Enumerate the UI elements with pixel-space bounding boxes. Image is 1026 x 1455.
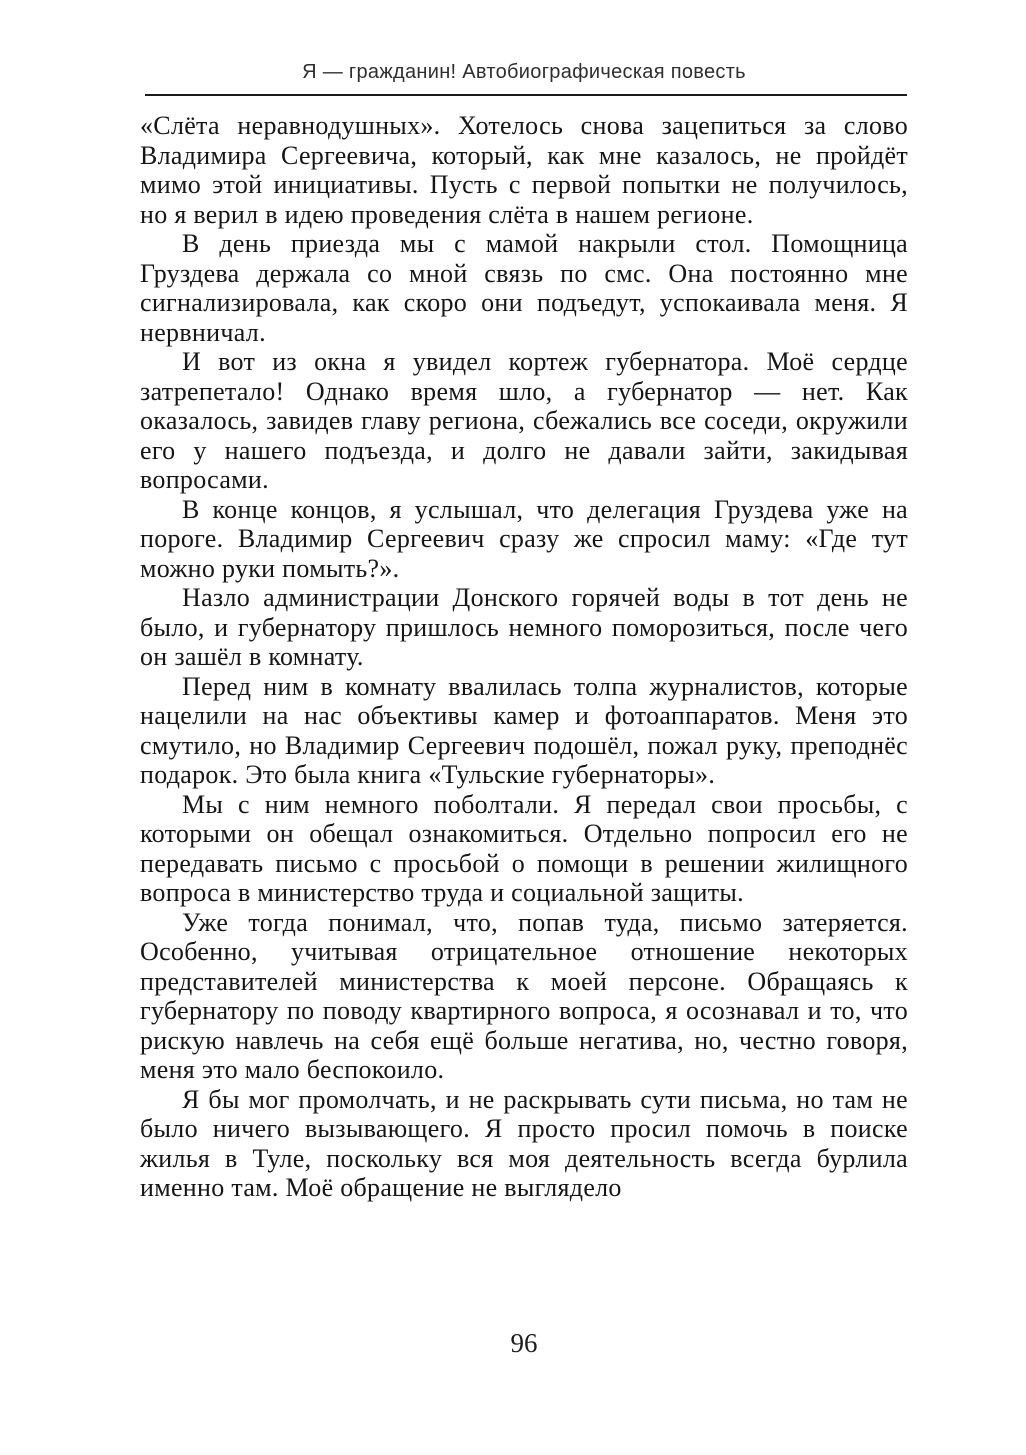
paragraph: Я бы мог промолчать, и не раскрывать сути письма, но там не было ничего вызывающего. Я просто просил помочь в поиске жилья в Туле, поскольку вся моя деятельность всегда бурлила именно там. Моё обращение не выглядело [140,1084,908,1202]
paragraph: Уже тогда понимал, что, попав туда, письмо затеряется. Особенно, учитывая отрицательное отношение некоторых представителей министерства к моей персоне. Обращаясь к губернатору по поводу квартирного вопроса, я осознавал и то, что рискую навлечь на себя ещё больше негатива, но, честно говоря, меня это мало беспокоило. [140,907,908,1084]
paragraph: И вот из окна я увидел кортеж губернатора. Моё сердце затрепетало! Однако время шло, а губернатор — нет. Как оказалось, завидев главу региона, сбежались все соседи, окружили его у нашего подъезда, и долго не давали зайти, закидывая вопросами. [140,347,908,494]
paragraph: «Слёта неравнодушных». Хотелось снова зацепиться за слово Владимира Сергеевича, который, как мне казалось, не пройдёт мимо этой инициативы. Пусть с первой попытки не получилось, но я верил в идею проведения слёта в нашем регионе. [140,111,908,229]
text-block [140,111,908,1203]
header-rule [145,94,907,96]
page-number: 96 [510,1328,538,1358]
paragraph: Мы с ним немного поболтали. Я передал свои просьбы, с которыми он обещал ознакомиться. Отдельно попросил его не передавать письмо с просьбой о помощи в решении жилищного вопроса в министерство труда и социальной защиты. [140,789,908,907]
paragraph: В конце концов, я услышал, что делегация Груздева уже на пороге. Владимир Сергеевич сразу же спросил маму: «Где тут можно руки помыть?». [140,494,908,583]
paragraph: В день приезда мы с мамой накрыли стол. Помощница Груздева держала со мной связь по смс. Она постоянно мне сигнализировала, как скоро они подъедут, успокаивала меня. Я нервничал. [140,229,908,347]
running-header: Я — гражданин! Автобиографическая повесть [302,61,746,83]
paragraph: Назло администрации Донского горячей воды в тот день не было, и губернатору пришлось немного поморозиться, после чего он зашёл в комнату. [140,583,908,671]
paragraph: Перед ним в комнату ввалилась толпа журналистов, которые нацелили на нас объективы камер и фотоаппаратов. Меня это смутило, но Владимир Сергеевич подошёл, пожал руку, преподнёс подарок. Это была книга «Тульские губернаторы». [140,671,908,789]
